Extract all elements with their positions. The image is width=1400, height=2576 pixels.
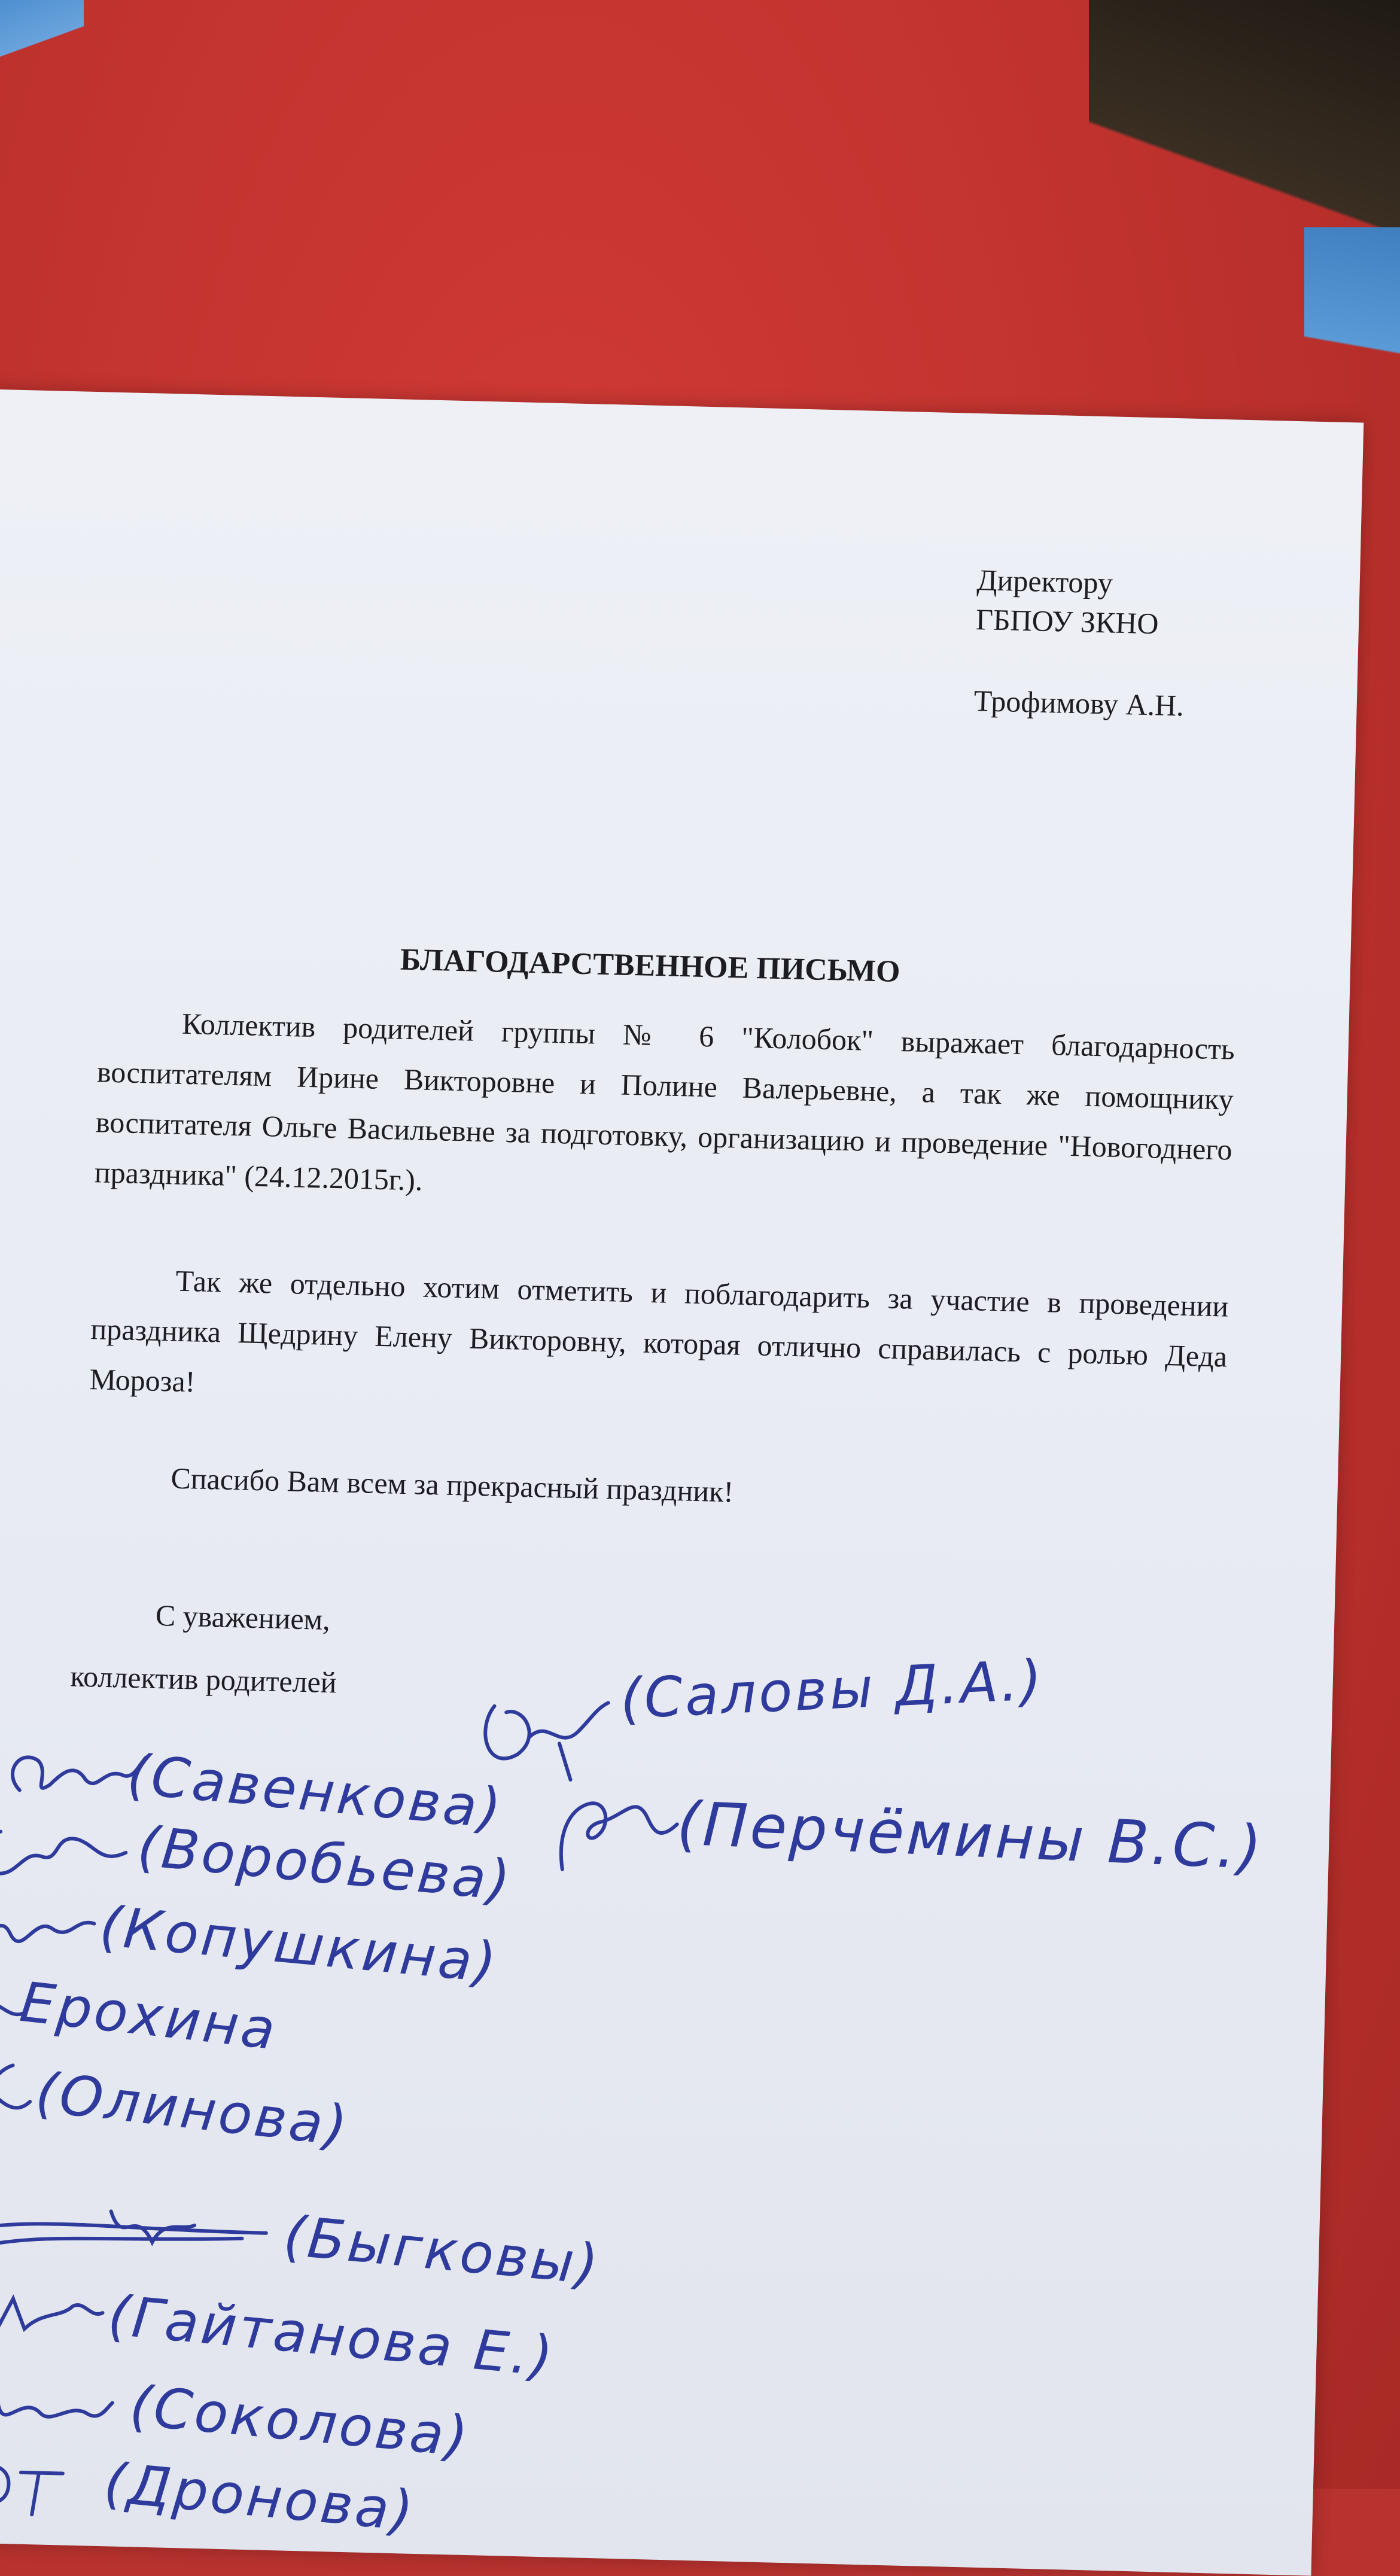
background-blue-corner bbox=[0, 0, 84, 72]
signature-scribble-10 bbox=[468, 1682, 614, 1787]
signature-scribble-6 bbox=[0, 2190, 279, 2275]
background-blue-edge bbox=[1304, 227, 1400, 419]
signature-scribble-2 bbox=[0, 1807, 145, 1895]
letter-paragraph-2: Так же отдельно хотим отметить и поблагодарить за участие в проведении праздника Щедрину Елену Викторовну, которая отлично справилась с ролью Деда Мороза! bbox=[89, 1263, 1229, 1399]
signature-name-2: (Воробьева) bbox=[135, 1814, 515, 1914]
signature-scribble-11 bbox=[544, 1779, 684, 1884]
letter-paragraph-1: Коллектив родителей группы № 6 "Колобок" выражает благодарность воспитателям Ирине Викторовне и Полине Валерьевне, а так же помощнику воспитателя Ольге Васильевне за подготовку, организацию и проведение "Новогоднего праздника" (24.12.2015г.). bbox=[94, 1006, 1235, 1197]
closing-regards: С уважением, bbox=[155, 1598, 331, 1637]
signature-name-11: (Перчёмины В.С.) bbox=[675, 1788, 1265, 1883]
signature-name-9: (Дронова) bbox=[101, 2450, 418, 2544]
signature-name-10: (Саловы Д.А.) bbox=[619, 1648, 1046, 1731]
signature-scribble-3 bbox=[0, 1890, 107, 1972]
letter-sheet bbox=[0, 389, 1364, 2576]
addressee-position: Директору bbox=[976, 562, 1113, 600]
signature-name-6: (Быгковы) bbox=[281, 2203, 604, 2298]
signature-name-3: (Копушкина) bbox=[97, 1894, 501, 1996]
signature-scribble-8 bbox=[0, 2369, 119, 2451]
addressee-block bbox=[973, 560, 1188, 725]
signature-name-1: (Савенкова) bbox=[124, 1742, 506, 1841]
closing-signed-by: коллектив родителей bbox=[69, 1659, 337, 1700]
signature-scribble-9 bbox=[0, 2447, 81, 2522]
signature-name-8: (Соколова) bbox=[127, 2373, 473, 2470]
addressee-name: Трофимову А.Н. bbox=[973, 683, 1185, 723]
signature-name-5: (Олинова) bbox=[32, 2060, 352, 2159]
letter-paragraph-3: Спасибо Вам всем за прекрасный праздник! bbox=[170, 1461, 734, 1509]
letter-title: БЛАГОДАРСТВЕННОЕ ПИСЬМО bbox=[400, 942, 901, 989]
signature-name-7: (Гайтанова Е.) bbox=[105, 2283, 558, 2389]
signature-name-4: Ерохина bbox=[17, 1969, 281, 2063]
signature-scribble-7 bbox=[0, 2273, 109, 2355]
addressee-organization: ГБПОУ ЗКНО bbox=[975, 602, 1159, 641]
